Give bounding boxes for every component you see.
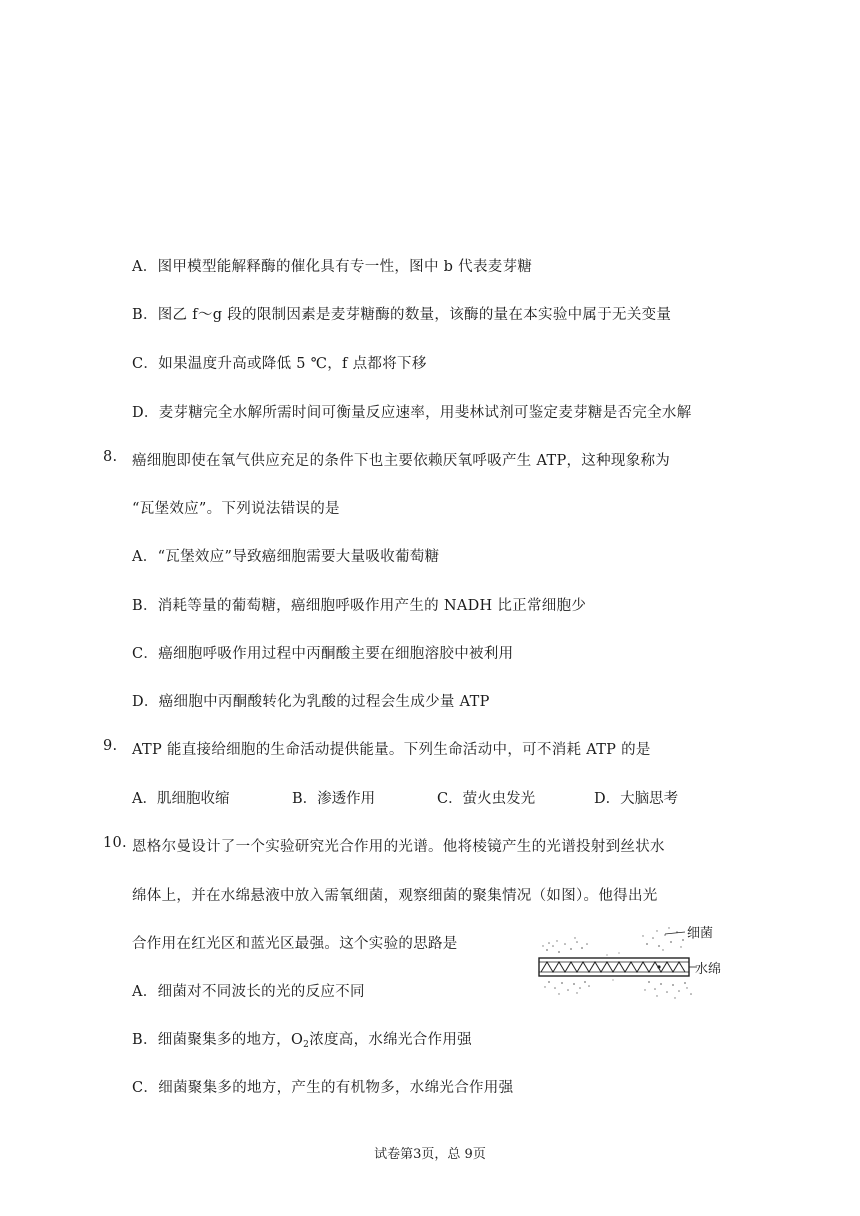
q10-stem-line1: 恩格尔曼设计了一个实验研究光合作用的光谱。他将棱镜产生的光谱投射到丝状水 xyxy=(132,839,665,855)
q10-option-b-sub: 2 xyxy=(303,1040,310,1050)
q8-stem-line1: 癌细胞即使在氧气供应充足的条件下也主要依赖厌氧呼吸产生 ATP，这种现象称为 xyxy=(132,453,671,469)
q9-option-b: B．渗透作用 xyxy=(292,791,376,807)
q8-option-a: A．“瓦堡效应”导致癌细胞需要大量吸收葡萄糖 xyxy=(132,549,440,565)
q9-option-d: D．大脑思考 xyxy=(594,791,679,807)
q10-stem-line3: 合作用在红光区和蓝光区最强。这个实验的思路是 xyxy=(132,936,458,952)
q10-stem-line2: 绵体上，并在水绵悬液中放入需氧细菌，观察细菌的聚集情况（如图）。他得出光 xyxy=(132,888,658,904)
q10-option-b-pre: B．细菌聚集多的地方，O xyxy=(132,1032,304,1048)
q10-option-c: C．细菌聚集多的地方，产生的有机物多，水绵光合作用强 xyxy=(132,1080,514,1096)
q10-option-b-post: 浓度高，水绵光合作用强 xyxy=(309,1032,472,1048)
q7-option-c: C．如果温度升高或降低 5 ℃，f 点都将下移 xyxy=(132,356,427,372)
figure-label-bacteria: 细菌 xyxy=(687,926,714,941)
spirogyra-bacteria-figure xyxy=(537,922,727,1002)
q7-option-a: A．图甲模型能解释酶的催化具有专一性，图中 b 代表麦芽糖 xyxy=(132,259,533,275)
q9-option-a: A．肌细胞收缩 xyxy=(132,791,230,807)
q8-option-c: C．癌细胞呼吸作用过程中丙酮酸主要在细胞溶胶中被利用 xyxy=(132,646,514,662)
q7-option-b: B．图乙 f～g 段的限制因素是麦芽糖酶的数量，该酶的量在本实验中属于无关变量 xyxy=(132,307,672,323)
page-footer: 试卷第3页，总 9页 xyxy=(374,1147,486,1162)
q8-number: 8. xyxy=(103,449,118,465)
q9-stem: ATP 能直接给细胞的生命活动提供能量。下列生命活动中，可不消耗 ATP 的是 xyxy=(132,742,651,758)
q10-option-a: A．细菌对不同波长的光的反应不同 xyxy=(132,984,365,1000)
q9-number: 9. xyxy=(103,738,118,754)
q8-stem-line2: “瓦堡效应”。下列说法错误的是 xyxy=(132,501,340,517)
q8-option-b: B．消耗等量的葡萄糖，癌细胞呼吸作用产生的 NADH 比正常细胞少 xyxy=(132,598,587,614)
q10-number: 10. xyxy=(103,835,127,851)
q7-option-d: D．麦芽糖完全水解所需时间可衡量反应速率，用斐林试剂可鉴定麦芽糖是否完全水解 xyxy=(132,405,692,421)
figure-label-spirogyra: 水绵 xyxy=(695,962,722,977)
q9-option-c: C．萤火虫发光 xyxy=(437,791,536,807)
q8-option-d: D．癌细胞中丙酮酸转化为乳酸的过程会生成少量 ATP xyxy=(132,694,490,710)
q10-option-b xyxy=(132,1028,472,1050)
